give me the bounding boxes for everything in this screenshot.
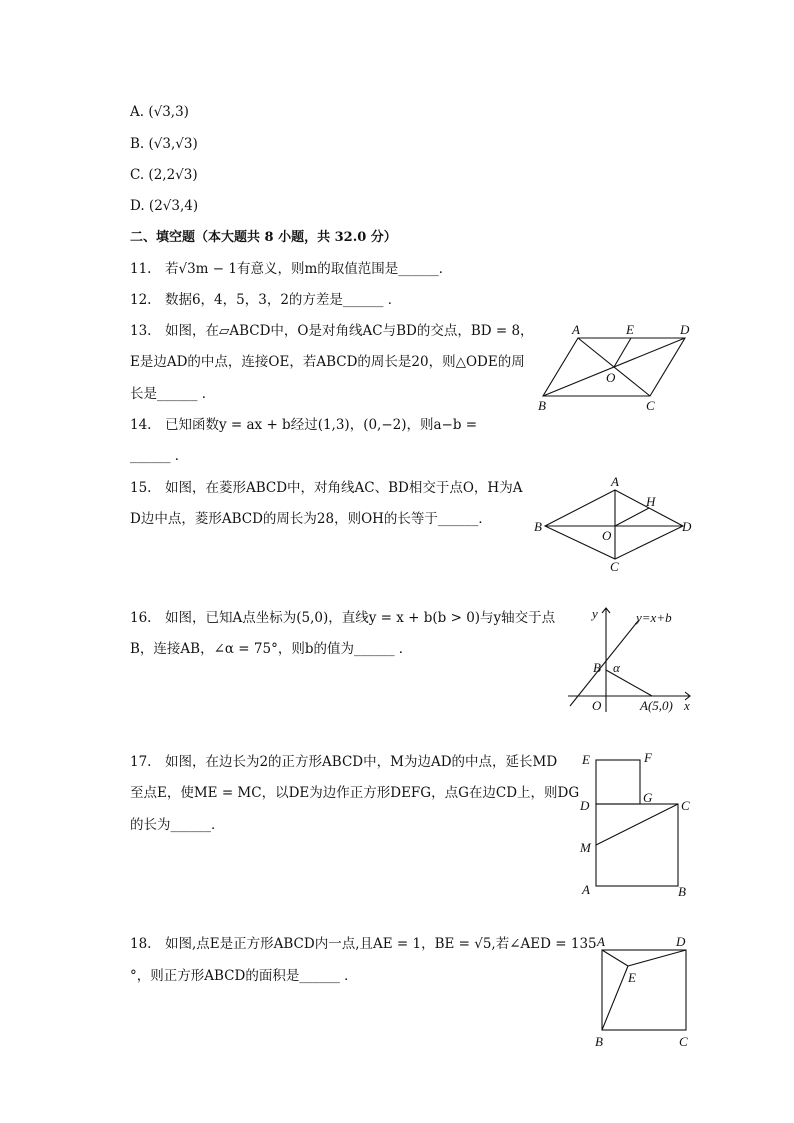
label-m: M — [580, 840, 591, 855]
question-17-line-3: 的长为______． — [130, 817, 225, 833]
label-c: C — [610, 559, 619, 574]
label-c: C — [646, 398, 655, 413]
label-b: B — [678, 884, 686, 899]
label-f: F — [644, 750, 652, 765]
option-c: C. (2,2√3) — [130, 167, 198, 183]
question-18-line-2: °，则正方形ABCD的面积是______ ． — [130, 968, 358, 984]
figure-18-square — [590, 932, 700, 1052]
square-abcd — [596, 804, 678, 886]
question-13-line-2: E是边AD的中点，连接OE，若ABCD的周长是20，则△ODE的周 — [130, 354, 525, 370]
label-b: B — [534, 519, 542, 534]
label-b: B — [593, 660, 601, 675]
rhombus-abcd — [545, 490, 683, 559]
label-e: E — [626, 322, 634, 337]
question-11: 11. 若√3m − 1有意义，则m的取值范围是______． — [130, 261, 453, 277]
label-o: O — [606, 370, 616, 385]
label-g: G — [643, 790, 653, 805]
section-heading: 二、填空题（本大题共 8 小题，共 32.0 分） — [130, 230, 397, 245]
question-14-line-2: ______ ． — [130, 448, 189, 464]
label-a: A — [572, 322, 580, 337]
square-defg — [596, 760, 640, 804]
label-e: E — [628, 970, 636, 985]
question-17-line-1: 17. 如图，在边长为2的正方形ABCD中，M为边AD的中点，延长MD — [130, 754, 558, 770]
label-a: A(5,0) — [640, 698, 673, 713]
segment-eb — [602, 966, 628, 1030]
label-a: A — [611, 474, 619, 489]
label-h: H — [646, 494, 656, 509]
segment-oe — [614, 338, 631, 367]
label-y-axis: y — [592, 606, 598, 621]
label-o: O — [592, 698, 602, 713]
segment-ae — [602, 950, 628, 966]
option-b: B. (√3,√3) — [130, 136, 198, 152]
label-e: E — [582, 752, 590, 767]
segment-oh — [615, 508, 649, 526]
question-16-line-2: B，连接AB，∠α = 75°，则b的值为______ ． — [130, 641, 413, 657]
label-d: D — [682, 519, 692, 534]
label-c: C — [681, 798, 690, 813]
label-o: O — [602, 528, 612, 543]
figure-13-parallelogram — [530, 318, 700, 414]
label-d: D — [580, 798, 590, 813]
question-13-line-3: 长是______ ． — [130, 386, 216, 402]
label-a: A — [597, 934, 605, 949]
line-y-x-b — [570, 621, 638, 706]
question-17-line-2: 至点E，使ME = MC，以DE为边作正方形DEFG，点G在边CD上，则DG — [130, 785, 580, 801]
option-a: A. (√3,3) — [130, 104, 189, 120]
question-14-line-1: 14. 已知函数y = ax + b经过(1,3)，(0,−2)，则a−b = — [130, 417, 478, 433]
question-15-line-2: D边中点，菱形ABCD的周长为28，则OH的长等于______． — [130, 511, 492, 527]
label-line: y=x+b — [636, 610, 672, 625]
label-x-axis: x — [684, 698, 690, 713]
option-d: D. (2√3,4) — [130, 198, 199, 214]
question-18-line-1: 18. 如图,点E是正方形ABCD内一点,且AE = 1，BE = √5,若∠AED = 135 — [130, 936, 597, 952]
label-d: D — [680, 322, 690, 337]
label-c: C — [679, 1034, 688, 1049]
question-15-line-1: 15. 如图，在菱形ABCD中，对角线AC、BD相交于点O，H为A — [130, 480, 523, 496]
question-12: 12. 数据6，4，5，3，2的方差是______ ． — [130, 292, 402, 308]
label-b: B — [595, 1034, 603, 1049]
question-13-line-1: 13. 如图，在▱ABCD中，O是对角线AC与BD的交点，BD = 8， — [130, 323, 534, 339]
question-16-line-1: 16. 如图，已知A点坐标为(5,0)，直线y = x + b(b > 0)与y轴交于点 — [130, 610, 556, 626]
figure-16-graph — [560, 602, 700, 720]
label-d: D — [676, 934, 686, 949]
segment-mc — [596, 804, 678, 845]
label-a: A — [582, 882, 590, 897]
label-alpha: α — [613, 660, 620, 675]
segment-ed — [628, 950, 686, 966]
figure-15-rhombus — [530, 474, 700, 576]
figure-17-squares — [574, 748, 700, 900]
label-b: B — [538, 398, 546, 413]
